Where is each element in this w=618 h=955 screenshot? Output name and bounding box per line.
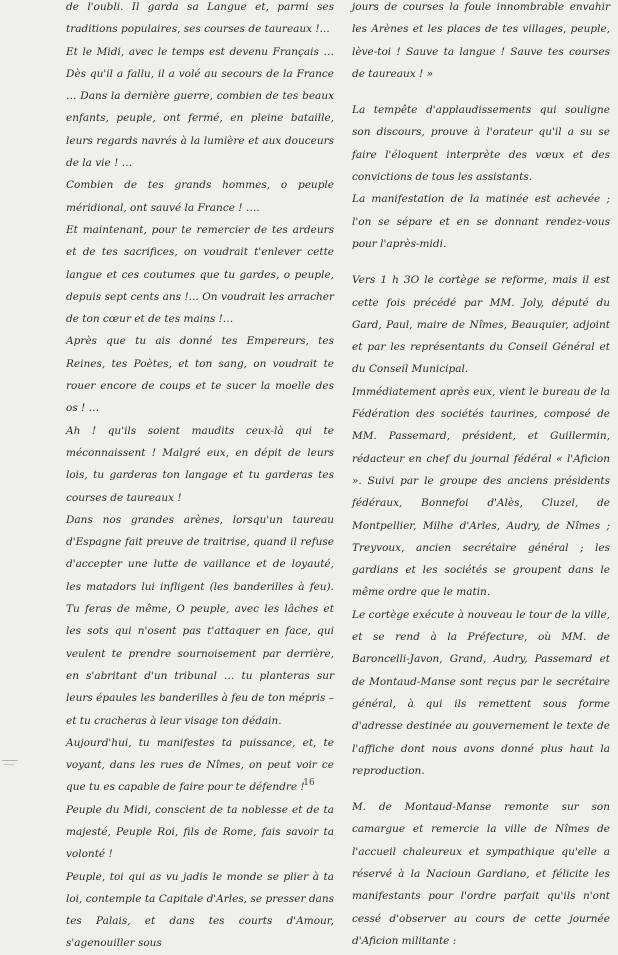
paragraph: jours de courses la foule innombrable envahir les Arènes et les places de tes villages, peuple, lève-toi ! Sauve ta langue ! Sauve tes courses de taureaux ! » — [352, 1, 610, 80]
left-text-column — [66, 0, 334, 955]
paragraph: Aujourd'hui, tu manifestes ta puissance, et, te voyant, dans les rues de Nîmes, on peut voir ce que tu es capable de faire pour te défendre ! — [66, 736, 334, 794]
paragraph: Et le Midi, avec le temps est devenu Français … Dès qu'il a fallu, il a volé au secours de la France … Dans la dernière guerre, combien de tes beaux enfants, peuple, ont fermé, en pleine bataille, leurs regards navrés à la lumière et aux douceurs de la vie ! … — [66, 45, 334, 170]
paragraph: La manifestation de la matinée est achevée ; l'on se sépare et en se donnant rendez-vous pour l'après-midi. — [352, 193, 610, 250]
paragraph: Peuple, toi qui as vu jadis le monde se plier à ta loi, contemple ta Capitale d'Arles, se presser dans tes Palais, et dans tes courts d'Amour, s'agenouiller sous — [66, 870, 334, 950]
paragraph: Combien de tes grands hommes, o peuple méridional, ont sauvé la France ! …. — [66, 179, 334, 214]
right-text-column — [352, 0, 610, 952]
paragraph: de l'oubli. Il garda sa Langue et, parmi ses traditions populaires, ses courses de taureaux !... — [66, 1, 334, 36]
paragraph: M. de Montaud-Manse remonte sur son camargue et remercie la ville de Nîmes de l'accueil chaleureux et sympathique qu'elle a réservé à la Nacioun Gardiano, et félicite les manifestants pour l'ordre parfait qu'ils n'ont cessé d'observer au cours de cette journée d'Aficion militante : — [352, 801, 610, 947]
paragraph: Immédiatement après eux, vient le bureau de la Fédération des sociétés taurines, composé de MM. Passemard, président, et Guillermin, rédacteur en chef du journal fédéral « l'Aficion ». Suivi par le groupe des anciens présidents fédéraux, Bonnefoi d'Alès, Cluzel, de Montpellier, Milhe d'Arles, Audry, de Nîmes ; Treyvoux, ancien secrétaire général ; les gardians et les sociétés se groupent dans le même ordre que le matin. — [352, 385, 610, 599]
margin-scan-mark — [2, 760, 18, 761]
paragraph: Peuple du Midi, conscient de ta noblesse et de ta majesté, Peuple Roi, fils de Rome, fais savoir ta volonté ! — [66, 803, 334, 861]
paragraph: Vers 1 h 3O le cortège se reforme, mais il est cette fois précédé par MM. Joly, député du Gard, Paul, maire de Nîmes, Beauquier, adjoint et par les représentants du Conseil Général et du Conseil Municipal. — [352, 274, 610, 376]
paragraph: Et maintenant, pour te remercier de tes ardeurs et de tes sacrifices, on voudrait t'enlever cette langue et ces coutumes que tu gardes, o peuple, depuis sept cents ans !... On voudrait les arracher de ton cœur et de tes mains !… — [66, 223, 334, 326]
paragraph: Dans nos grandes arènes, lorsqu'un taureau d'Espagne fait preuve de traitrise, quand il refuse d'accepter une lutte de vaillance et de loyauté, les matadors lui infligent (les banderilles à feu). Tu feras de même, O peuple, avec les lâches et les sots qui n'osent pas t'attaquer en face, qui veulent te prendre sournoisement par derrière, en s'abritant d'un tribunal … tu planteras sur leurs épaules les banderilles à feu de ton mépris – et tu cracheras à leur visage ton dédain. — [66, 513, 334, 727]
paragraph: Le cortège exécute à nouveau le tour de la ville, et se rend à la Préfecture, où MM. de Baroncelli-Javon, Grand, Audry, Passemard et de Montaud-Manse sont reçus par le secrétaire général, à qui ils remettent sous forme d'adresse destinée au gouvernement le texte de l'affiche dont nous avons donné plus haut la reproduction. — [352, 608, 610, 777]
margin-scan-mark — [4, 764, 14, 765]
page-number: 16 — [303, 778, 315, 788]
paragraph: Après que tu ais donné tes Empereurs, tes Reines, tes Poètes, et ton sang, on voudrait te rouer encore de coups et te sucer la moelle des os ! … — [66, 335, 334, 415]
paragraph: La tempête d'applaudissements qui souligne son discours, prouve à l'orateur qu'il a su se faire l'éloquent interprète des vœux et des convictions de tous les assistants. — [352, 104, 610, 184]
paragraph: Ah ! qu'ils soient maudits ceux-là qui te méconnaissent ! Malgré eux, en dépit de leurs lois, tu garderas ton langage et tu garderas tes courses de taureaux ! — [66, 424, 334, 504]
